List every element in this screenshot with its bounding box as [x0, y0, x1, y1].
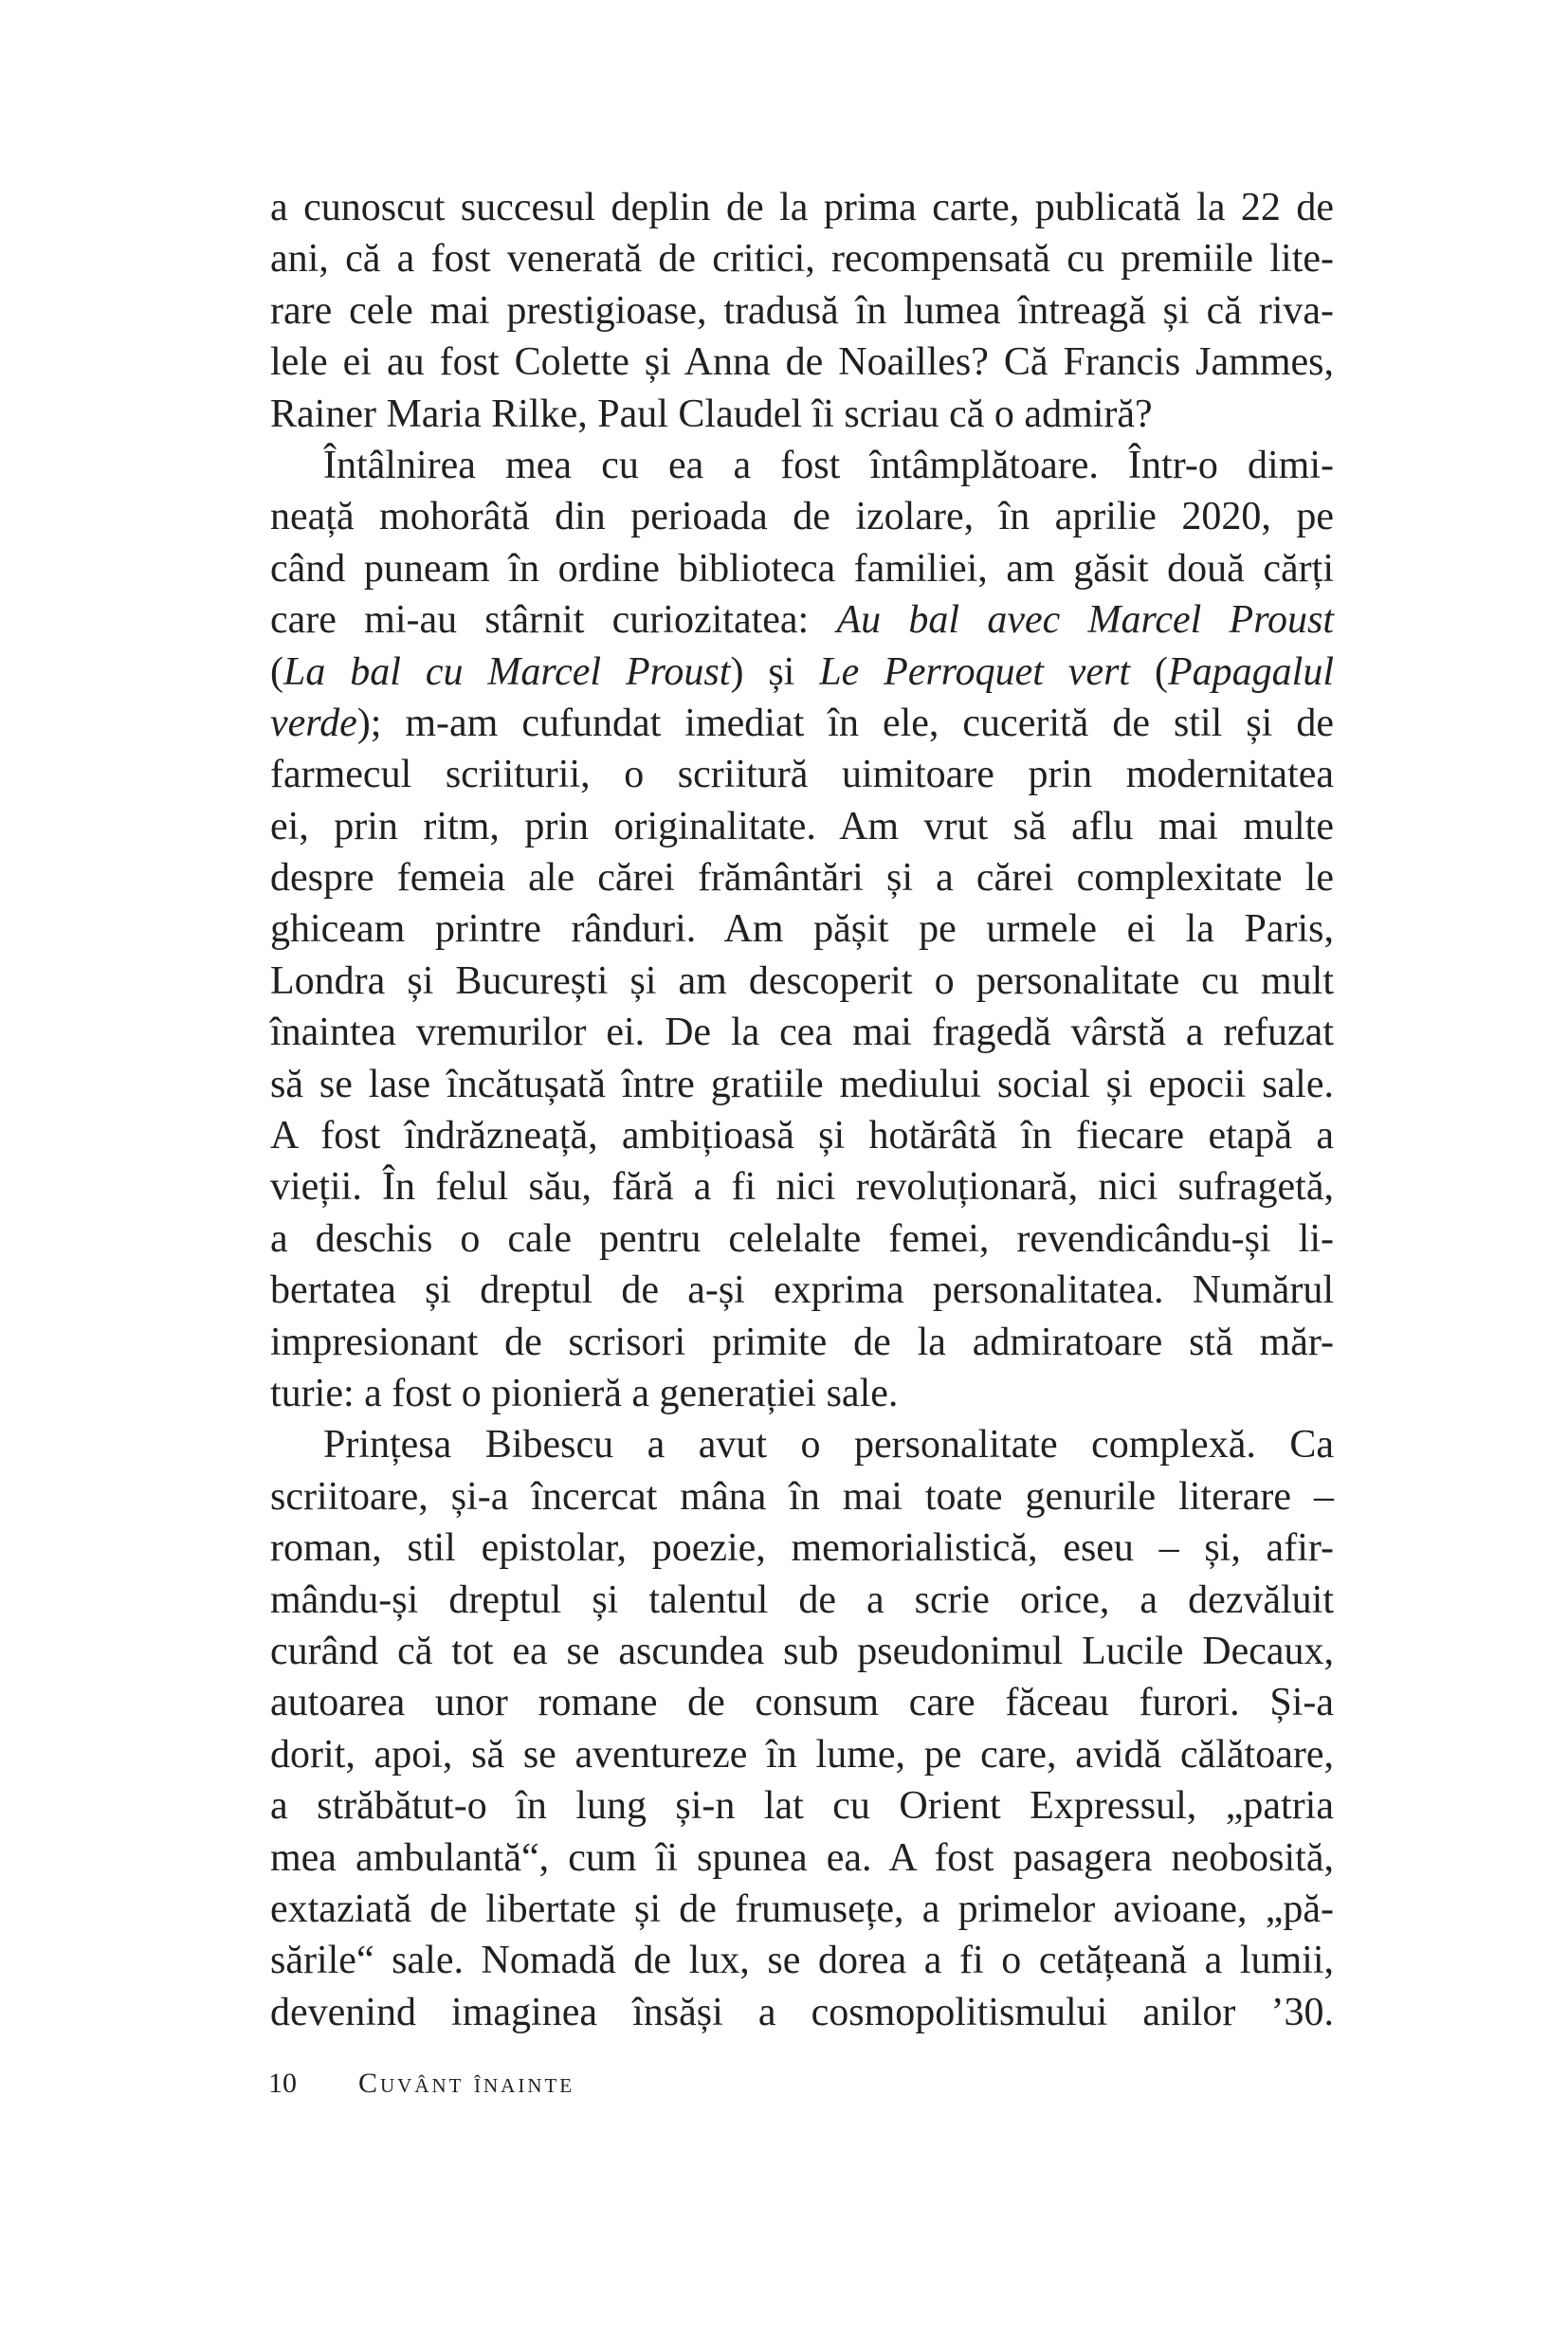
text-line — [270, 903, 1334, 955]
text-run: devenind imaginea însăși a cosmopolitismului anilor ’30. — [270, 1990, 1334, 2034]
text-run: turie: a fost o pionieră a generației sale. — [270, 1371, 899, 1415]
text-line — [270, 1884, 1334, 1935]
text-run: ei, prin ritm, prin originalitate. Am vrut să aflu mai multe — [270, 804, 1334, 848]
text-run: a cunoscut succesul deplin de la prima carte, publicată la 22 de — [270, 186, 1334, 229]
text-line — [270, 1161, 1334, 1212]
italic-title: Au bal avec Marcel Proust — [836, 598, 1334, 643]
text-run: Prințesa Bibescu a avut o personalitate complexă. Ca — [323, 1423, 1334, 1467]
text-line — [270, 1677, 1334, 1728]
text-run: când puneam în ordine biblioteca familiei, am găsit două cărți — [270, 546, 1334, 591]
text-run: rare cele mai prestigioase, tradusă în lumea întreagă și că riva- — [270, 288, 1334, 333]
text-run: mea ambulantă“, cum îi spunea ea. A fost pasagera neobosită, — [270, 1835, 1334, 1880]
text-line — [270, 233, 1334, 284]
page-footer — [268, 2065, 574, 2103]
text-line — [270, 1007, 1334, 1058]
text-run: vieții. În felul său, fără a fi nici revoluționară, nici sufragetă, — [270, 1165, 1334, 1210]
text-run: ( — [270, 649, 283, 694]
text-run: sările“ sale. Nomadă de lux, se dorea a fi o cetățeană a lumii, — [270, 1939, 1334, 1983]
text-run: a deschis o cale pentru celelalte femei, revendicându-și li- — [270, 1216, 1334, 1261]
text-line — [270, 594, 1334, 646]
italic-title: La bal cu Marcel Proust — [283, 649, 731, 694]
text-line — [270, 1213, 1334, 1265]
text-line — [270, 1987, 1334, 2038]
page-number: 10 — [268, 2068, 297, 2099]
text-line — [270, 1729, 1334, 1780]
text-line — [270, 956, 1334, 1007]
text-run: înaintea vremurilor ei. De la cea mai fragedă vârstă a refuzat — [270, 1011, 1334, 1055]
text-line — [270, 1110, 1334, 1161]
text-run: despre femeia ale cărei frământări și a cărei complexitate le — [270, 856, 1334, 901]
text-run: Întâlnirea mea cu ea a fost întâmplătoare. Într-o dimi- — [323, 443, 1334, 487]
text-run: autoarea unor romane de consum care făceau furori. Și-a — [270, 1681, 1334, 1725]
text-run: neață mohorâtă din perioada de izolare, în aprilie 2020, pe — [270, 495, 1334, 539]
text-line — [270, 337, 1334, 388]
text-run: A fost îndrăzneață, ambițioasă și hotărâtă în fiecare etapă a — [270, 1114, 1334, 1158]
text-line — [270, 491, 1334, 542]
text-line — [270, 749, 1334, 800]
text-run: bertatea și dreptul de a-și exprima personalitatea. Numărul — [270, 1268, 1334, 1313]
italic-title: Le Perroquet vert — [819, 649, 1131, 694]
text-line — [270, 1780, 1334, 1832]
text-run: scriitoare, și-a încercat mâna în mai toate genurile literare – — [270, 1474, 1334, 1519]
text-run: ( — [1130, 649, 1168, 694]
text-line — [270, 285, 1334, 337]
text-line — [270, 801, 1334, 852]
text-line — [270, 543, 1334, 594]
text-line — [270, 1935, 1334, 1986]
text-run: Rainer Maria Rilke, Paul Claudel îi scriau că o admiră? — [270, 392, 1153, 436]
text-line — [270, 182, 1334, 233]
text-run: ); m-am cufundat imediat în ele, cucerită de stil și de — [356, 701, 1334, 745]
text-line — [270, 1575, 1334, 1626]
text-line — [270, 389, 1334, 440]
text-run: dorit, apoi, să se aventureze în lume, pe care, avidă călătoare, — [270, 1732, 1334, 1777]
body-text — [270, 182, 1334, 2038]
text-line — [270, 1522, 1334, 1574]
text-run: Londra și București și am descoperit o personalitate cu mult — [270, 958, 1334, 1003]
text-line — [270, 647, 1334, 698]
text-line — [270, 1059, 1334, 1110]
text-run: farmecul scriiturii, o scriitură uimitoare prin modernitatea — [270, 753, 1334, 797]
italic-title: verde — [270, 701, 357, 745]
text-line — [270, 698, 1334, 749]
text-run: ani, că a fost venerată de critici, recompensată cu premiile lite- — [270, 237, 1334, 282]
text-run: mându-și dreptul și talentul de a scrie orice, a dezvăluit — [270, 1577, 1334, 1622]
text-run: care mi-au stârnit curiozitatea: — [270, 598, 837, 643]
text-line — [270, 1626, 1334, 1677]
text-line — [270, 1317, 1334, 1368]
running-head: Cuvânt înainte — [358, 2068, 575, 2099]
paragraph-first-line — [270, 440, 1334, 491]
text-run: impresionant de scrisori primite de la admiratoare stă măr- — [270, 1320, 1334, 1364]
text-line — [270, 1832, 1334, 1884]
text-run: ) și — [730, 649, 820, 694]
text-line — [270, 852, 1334, 903]
text-run: roman, stil epistolar, poezie, memorialistică, eseu – și, afir- — [270, 1526, 1334, 1571]
text-run: să se lase încătușată între gratiile mediului social și epocii sale. — [270, 1062, 1334, 1106]
text-run: ghiceam printre rânduri. Am pășit pe urmele ei la Paris, — [270, 907, 1334, 952]
text-run: a străbătut-o în lung și-n lat cu Orient Expressul, „patria — [270, 1784, 1334, 1829]
text-line — [270, 1471, 1334, 1522]
text-line — [270, 1265, 1334, 1316]
text-line — [270, 1368, 1334, 1419]
text-run: curând că tot ea se ascundea sub pseudonimul Lucile Decaux, — [270, 1629, 1334, 1673]
paragraph-first-line — [270, 1419, 1334, 1470]
text-run: lele ei au fost Colette și Anna de Noailles? Că Francis Jammes, — [270, 340, 1334, 385]
italic-title: Papagalul — [1168, 649, 1334, 694]
text-run: extaziată de libertate și de frumusețe, a primelor avioane, „pă- — [270, 1886, 1334, 1931]
